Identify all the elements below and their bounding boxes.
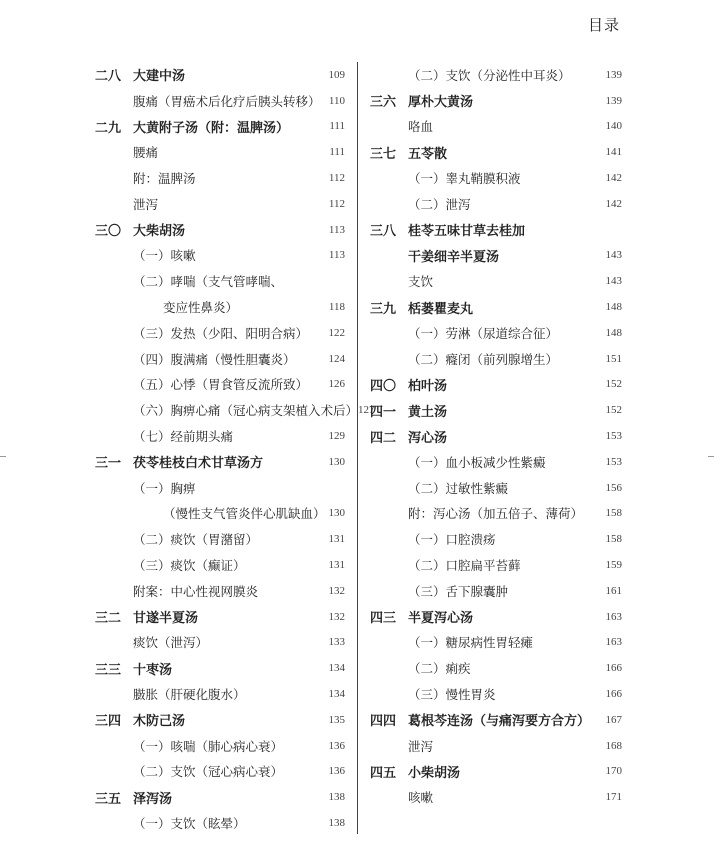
entry-title: 五苓散 [408, 146, 448, 162]
toc-subentry[interactable] [370, 268, 622, 294]
toc-subentry[interactable] [370, 552, 622, 578]
page-number: 141 [605, 146, 622, 159]
entry-title: 腹痛（胃癌术后化疗后胰头转移） [133, 93, 321, 109]
page-number: 163 [605, 610, 622, 623]
entry-title: 泄泻 [408, 738, 434, 754]
chapter-number: 三〇 [95, 224, 122, 240]
entry-title: 厚朴大黄汤 [408, 95, 474, 111]
entry-title: 附：泻心汤（加五倍子、薄荷） [408, 506, 584, 522]
toc-subentry[interactable] [95, 810, 345, 836]
entry-title: 腰痛 [133, 145, 159, 161]
page-number: 109 [328, 68, 345, 81]
toc-subentry[interactable] [370, 733, 622, 759]
page-number: 133 [328, 636, 345, 649]
toc-chapter-entry[interactable] [370, 707, 622, 733]
page-number: 143 [605, 249, 622, 262]
page-number: 158 [605, 533, 622, 546]
chapter-number: 四一 [370, 404, 397, 420]
page-number: 127 [358, 404, 375, 417]
entry-title: （二）口腔扁平苔藓 [408, 558, 521, 574]
toc-subentry[interactable] [370, 449, 622, 475]
toc-subentry[interactable] [95, 268, 345, 294]
toc-subentry[interactable] [370, 630, 622, 656]
entry-title: 柏叶汤 [408, 378, 448, 394]
entry-title: （二）痰饮（胃潴留） [133, 532, 259, 548]
toc-subentry[interactable] [95, 526, 345, 552]
toc-subentry[interactable] [370, 501, 622, 527]
page-number: 126 [328, 378, 345, 391]
entry-title: 十枣汤 [133, 662, 173, 678]
toc-subentry[interactable] [95, 733, 345, 759]
toc-chapter-entry[interactable] [95, 784, 345, 810]
toc-subentry[interactable] [370, 475, 622, 501]
entry-title: 咳嗽 [408, 790, 434, 806]
page-number: 111 [329, 120, 345, 133]
entry-title: （慢性支气管炎伴心肌缺血） [163, 506, 326, 522]
page-number: 111 [329, 146, 345, 159]
page-number: 110 [328, 94, 345, 107]
page-number: 112 [328, 172, 345, 185]
toc-subentry[interactable] [370, 681, 622, 707]
page-number: 136 [328, 765, 345, 778]
entry-title: （三）舌下腺囊肿 [408, 583, 509, 599]
toc-subentry[interactable] [95, 578, 345, 604]
toc-subentry[interactable] [370, 655, 622, 681]
chapter-number: 四〇 [370, 378, 397, 394]
page-number: 142 [605, 197, 622, 210]
toc-subentry[interactable] [370, 346, 622, 372]
toc-chapter-entry[interactable] [370, 88, 622, 114]
entry-title: （二）支饮（冠心病心衰） [133, 764, 284, 780]
entry-title: 栝蒌瞿麦丸 [408, 301, 474, 317]
toc-chapter-entry[interactable] [370, 294, 622, 320]
entry-title: 变应性鼻炎） [163, 300, 239, 316]
entry-title: 黄土汤 [408, 404, 448, 420]
entry-title: （一）口腔溃疡 [408, 532, 496, 548]
toc-chapter-entry[interactable] [370, 423, 622, 449]
toc-chapter-entry[interactable] [95, 449, 345, 475]
page-number: 131 [328, 533, 345, 546]
entry-title: （一）咳嗽 [133, 248, 196, 264]
crop-mark-right [708, 456, 714, 457]
toc-subentry[interactable] [370, 784, 622, 810]
toc-subentry[interactable] [95, 372, 345, 398]
page-number: 132 [328, 610, 345, 623]
chapter-number: 二九 [95, 120, 122, 136]
page-number: 113 [328, 223, 345, 236]
entry-title: 大柴胡汤 [133, 224, 186, 240]
entry-title: （一）咳喘（肺心病心衰） [133, 738, 284, 754]
toc-subentry[interactable] [370, 114, 622, 140]
page-number: 124 [328, 352, 345, 365]
page-number: 156 [605, 481, 622, 494]
entry-title: 葛根芩连汤（与痛泻要方合方） [408, 714, 591, 730]
entry-title: （三）痰饮（癫证） [133, 558, 246, 574]
page-number: 153 [605, 455, 622, 468]
page-number: 135 [328, 713, 345, 726]
entry-title: 甘遂半夏汤 [133, 611, 199, 627]
page-number: 167 [605, 713, 622, 726]
toc-subentry[interactable] [370, 165, 622, 191]
entry-title: 小柴胡汤 [408, 765, 461, 781]
page-number: 170 [605, 765, 622, 778]
entry-title: 咯血 [408, 119, 434, 135]
chapter-number: 四四 [370, 714, 397, 730]
chapter-number: 二八 [95, 69, 122, 85]
chapter-number: 三一 [95, 456, 122, 472]
page-number: 122 [328, 326, 345, 339]
entry-title: （二）哮喘（支气管哮喘、 [133, 274, 284, 290]
page-number: 166 [605, 662, 622, 675]
chapter-number: 三七 [370, 146, 397, 162]
entry-title: （二）支饮（分泌性中耳炎） [408, 67, 571, 83]
toc-chapter-entry[interactable] [95, 217, 345, 243]
page-number: 148 [605, 301, 622, 314]
entry-title: （三）慢性胃炎 [408, 687, 496, 703]
toc-chapter-entry[interactable] [370, 604, 622, 630]
entry-title: 痰饮（泄泻） [133, 635, 209, 651]
toc-chapter-entry[interactable] [95, 62, 345, 88]
chapter-number: 三五 [95, 791, 122, 807]
toc-subentry[interactable] [95, 165, 345, 191]
page-number: 151 [605, 352, 622, 365]
entry-title: （一）劳淋（尿道综合征） [408, 325, 559, 341]
entry-title: （二）泄泻 [408, 196, 471, 212]
entry-title: 茯苓桂枝白术甘草汤方 [133, 456, 264, 472]
page-header-title: 目录 [587, 16, 620, 34]
entry-title: 泄泻 [133, 196, 159, 212]
entry-title: （四）腹满痛（慢性胆囊炎） [133, 351, 296, 367]
chapter-number: 三八 [370, 224, 397, 240]
page-number: 118 [328, 301, 345, 314]
chapter-number: 四二 [370, 430, 397, 446]
chapter-number: 四五 [370, 765, 397, 781]
toc-subentry[interactable] [95, 759, 345, 785]
page-number: 112 [328, 197, 345, 210]
page-number: 134 [328, 662, 345, 675]
page-number: 140 [605, 120, 622, 133]
toc-subentry[interactable] [95, 423, 345, 449]
entry-title: （一）支饮（眩晕） [133, 816, 246, 831]
page-number: 158 [605, 507, 622, 520]
page-number: 166 [605, 688, 622, 701]
toc-subentry[interactable] [95, 139, 345, 165]
chapter-number: 三三 [95, 662, 122, 678]
entry-title: （三）发热（少阳、阳明合病） [133, 325, 309, 341]
page-number: 130 [328, 455, 345, 468]
toc-subentry[interactable] [95, 681, 345, 707]
page-number: 161 [605, 584, 622, 597]
chapter-number: 三四 [95, 714, 122, 730]
page-number: 153 [605, 430, 622, 443]
page-number: 143 [605, 275, 622, 288]
page-number: 148 [605, 326, 622, 339]
toc-subentry[interactable] [95, 630, 345, 656]
page-number: 136 [328, 739, 345, 752]
entry-title: （二）癃闭（前列腺增生） [408, 351, 559, 367]
entry-title: 附案：中心性视网膜炎 [133, 583, 259, 599]
entry-title: （一）糖尿病性胃轻瘫 [408, 635, 534, 651]
page-number: 159 [605, 559, 622, 572]
toc-subentry[interactable] [95, 191, 345, 217]
page-number: 130 [328, 507, 345, 520]
column-divider [357, 62, 358, 834]
toc-subentry[interactable] [95, 552, 345, 578]
toc-chapter-entry[interactable] [95, 707, 345, 733]
toc-chapter-entry[interactable] [370, 243, 622, 269]
toc-right-column [370, 62, 622, 810]
crop-mark-left [0, 456, 6, 457]
entry-title: （五）心悸（胃食管反流所致） [133, 377, 309, 393]
page-number: 113 [328, 249, 345, 262]
entry-title: 大建中汤 [133, 69, 186, 85]
page-number: 139 [605, 68, 622, 81]
chapter-number: 三二 [95, 611, 122, 627]
page-number: 152 [605, 404, 622, 417]
chapter-number: 四三 [370, 611, 397, 627]
toc-subentry[interactable] [95, 475, 345, 501]
toc-subentry[interactable] [370, 62, 622, 88]
entry-title: 半夏泻心汤 [408, 611, 474, 627]
page-number: 168 [605, 739, 622, 752]
page-number: 138 [328, 817, 345, 829]
toc-subentry[interactable] [95, 397, 375, 423]
toc-subentry[interactable] [370, 191, 622, 217]
entry-title: （七）经前期头痛 [133, 429, 234, 445]
entry-title: 大黄附子汤（附：温脾汤） [133, 120, 290, 136]
toc-subentry[interactable] [370, 526, 622, 552]
toc-subentry[interactable] [95, 346, 345, 372]
page-number: 132 [328, 584, 345, 597]
entry-title: 支饮 [408, 274, 434, 290]
entry-title: （六）胸痹心痛（冠心病支架植入术后） [133, 403, 359, 419]
page-number: 138 [328, 791, 345, 804]
toc-chapter-entry[interactable] [370, 372, 622, 398]
chapter-number: 三六 [370, 95, 397, 111]
toc-chapter-entry[interactable] [370, 397, 622, 423]
page-number: 134 [328, 688, 345, 701]
toc-chapter-entry[interactable] [370, 139, 622, 165]
toc-chapter-entry[interactable] [95, 114, 345, 140]
toc-chapter-entry[interactable] [370, 217, 622, 243]
page-number: 139 [605, 94, 622, 107]
toc-chapter-entry[interactable] [95, 655, 345, 681]
toc-subentry[interactable] [95, 320, 345, 346]
entry-title: 木防己汤 [133, 714, 186, 730]
toc-subentry[interactable] [95, 243, 345, 269]
toc-subentry[interactable] [95, 501, 345, 527]
page-number: 131 [328, 559, 345, 572]
entry-title: （二）过敏性紫癜 [408, 480, 509, 496]
toc-subentry[interactable] [95, 88, 345, 114]
entry-title: 臌胀（肝硬化腹水） [133, 687, 246, 703]
toc-chapter-entry[interactable] [95, 604, 345, 630]
toc-subentry[interactable] [370, 320, 622, 346]
toc-subentry[interactable] [370, 578, 622, 604]
page-number: 163 [605, 636, 622, 649]
page-number: 129 [328, 430, 345, 443]
toc-subentry[interactable] [95, 294, 345, 320]
page-number: 171 [605, 791, 622, 804]
entry-title: （一）睾丸鞘膜积液 [408, 171, 521, 187]
entry-title: 附：温脾汤 [133, 171, 196, 187]
entry-title: （一）血小板减少性紫癜 [408, 454, 546, 470]
entry-title: 泽泻汤 [133, 791, 173, 807]
toc-chapter-entry[interactable] [370, 759, 622, 785]
toc-left-column [95, 62, 375, 836]
entry-title: 桂苓五味甘草去桂加 [408, 224, 526, 240]
entry-title: （二）痢疾 [408, 661, 471, 677]
page-number: 152 [605, 378, 622, 391]
entry-title: （一）胸痹 [133, 480, 196, 496]
page-number: 142 [605, 172, 622, 185]
entry-title: 泻心汤 [408, 430, 448, 446]
entry-title: 干姜细辛半夏汤 [408, 249, 500, 265]
chapter-number: 三九 [370, 301, 397, 317]
